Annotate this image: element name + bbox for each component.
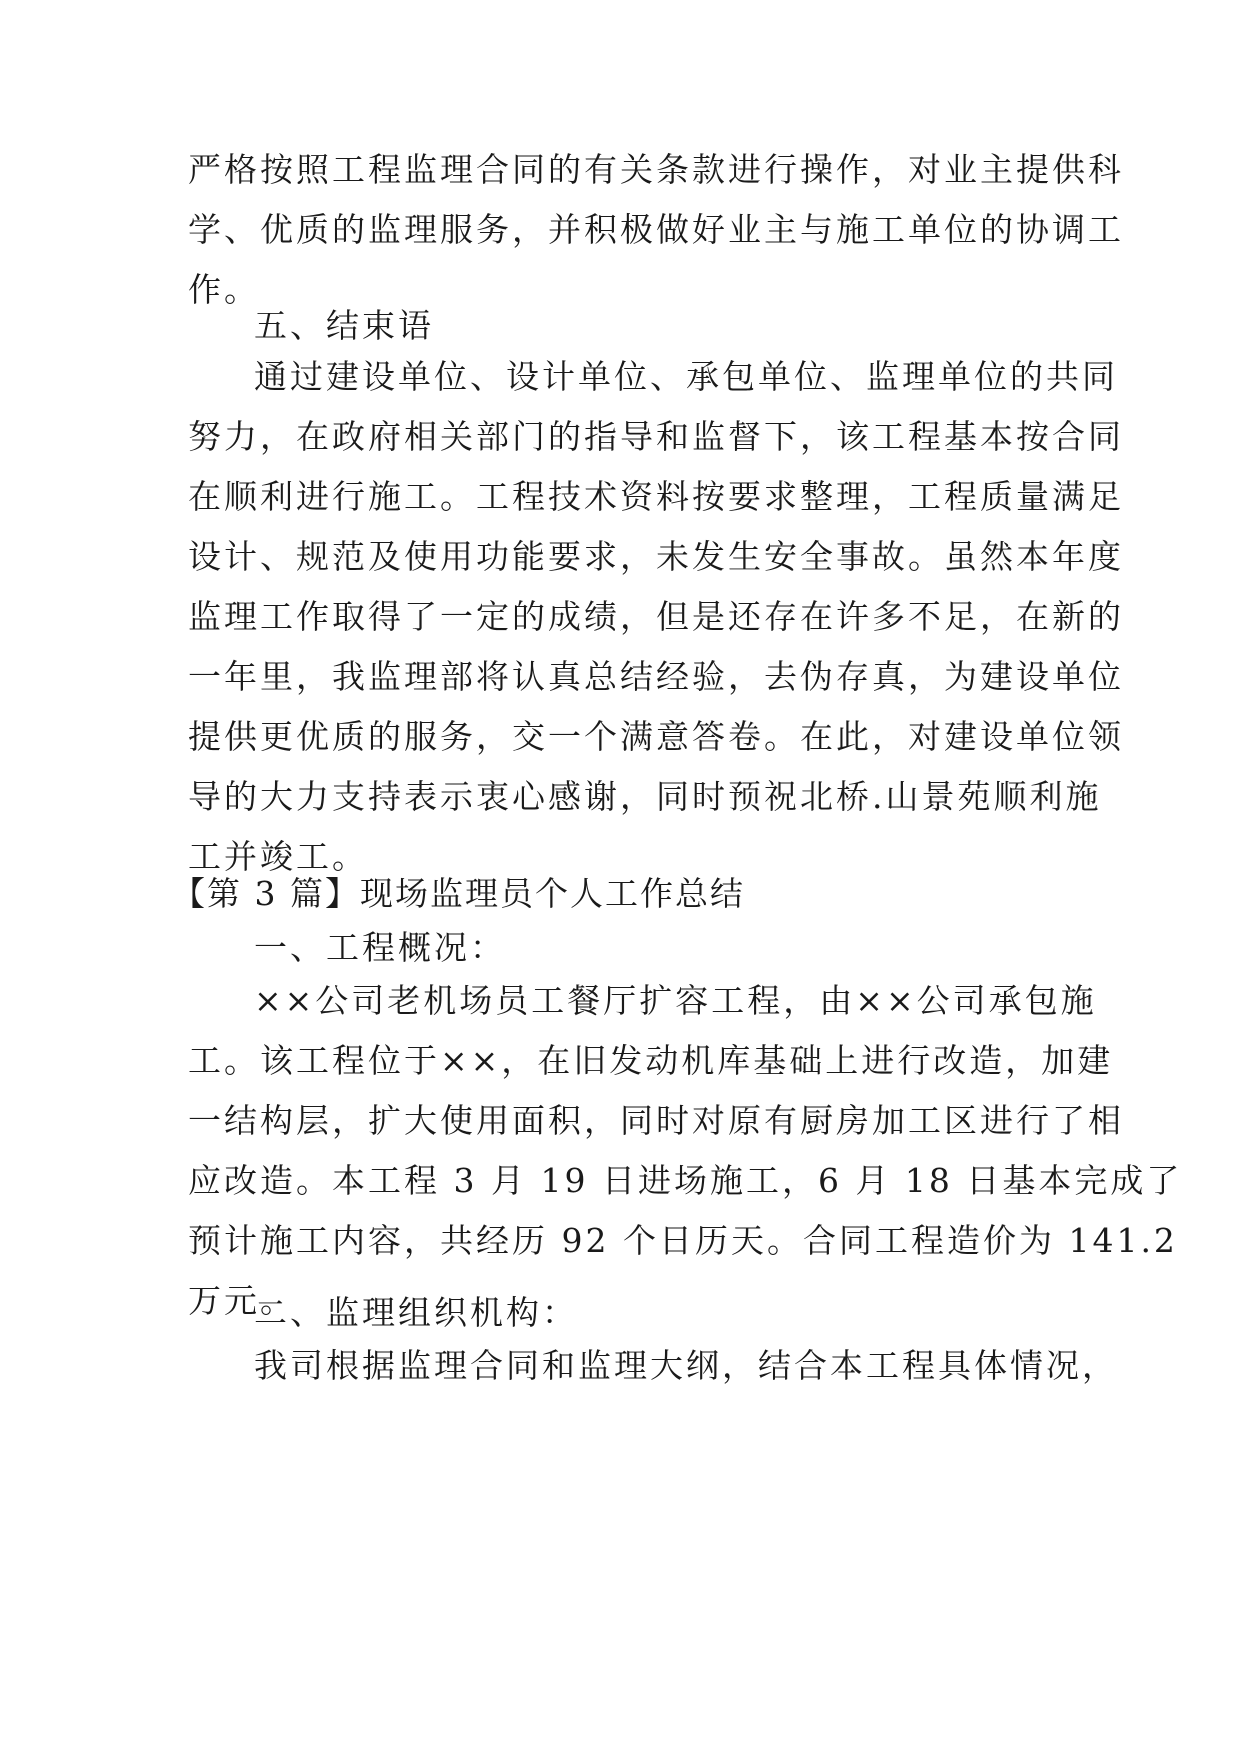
- paragraph-line: 提供更优质的服务，交一个满意答卷。在此，对建设单位领: [188, 717, 1124, 756]
- paragraph-line: ××公司老机场员工餐厅扩容工程，由××公司承包施: [254, 981, 1097, 1020]
- paragraph-organization: [188, 1336, 1118, 1396]
- paragraph-continuation: [188, 140, 1124, 320]
- article-title-block: [172, 864, 1042, 924]
- section-overview: [188, 918, 1058, 978]
- paragraph-line: 作。: [188, 270, 260, 309]
- section-heading: 一、工程概况：: [254, 928, 506, 967]
- paragraph-line: 学、优质的监理服务，并积极做好业主与施工单位的协调工: [188, 210, 1124, 249]
- paragraph-line: 努力，在政府相关部门的指导和监督下，该工程基本按合同: [188, 417, 1124, 456]
- paragraph-overview: [188, 971, 1183, 1331]
- section-heading: 五、结束语: [254, 306, 434, 345]
- paragraph-line: 万元。: [188, 1281, 296, 1320]
- paragraph-line: 导的大力支持表示衷心感谢，同时预祝北桥.山景苑顺利施: [188, 777, 1102, 816]
- paragraph-line: 监理工作取得了一定的成绩，但是还存在许多不足，在新的: [188, 597, 1124, 636]
- paragraph-line: 在顺利进行施工。工程技术资料按要求整理，工程质量满足: [188, 477, 1124, 516]
- paragraph-line: 一结构层，扩大使用面积，同时对原有厨房加工区进行了相: [188, 1101, 1124, 1140]
- section-heading: 二、监理组织机构：: [254, 1293, 578, 1332]
- paragraph-line: 我司根据监理合同和监理大纲，结合本工程具体情况，: [254, 1346, 1118, 1385]
- paragraph-line: 通过建设单位、设计单位、承包单位、监理单位的共同: [254, 357, 1118, 396]
- paragraph-line: 严格按照工程监理合同的有关条款进行操作，对业主提供科: [188, 150, 1124, 189]
- paragraph-line: 应改造。本工程 3 月 19 日进场施工，6 月 18 日基本完成了: [188, 1161, 1183, 1200]
- article-title: 【第 3 篇】现场监理员个人工作总结: [172, 874, 745, 913]
- paragraph-line: 预计施工内容，共经历 92 个日历天。合同工程造价为 141.2: [188, 1221, 1178, 1260]
- section-organization: [188, 1283, 1058, 1343]
- paragraph-line: 工并竣工。: [188, 837, 368, 876]
- paragraph-line: 工。该工程位于××，在旧发动机库基础上进行改造，加建: [188, 1041, 1114, 1080]
- paragraph-line: 一年里，我监理部将认真总结经验，去伪存真，为建设单位: [188, 657, 1124, 696]
- paragraph-line: 设计、规范及使用功能要求，未发生安全事故。虽然本年度: [188, 537, 1124, 576]
- paragraph-conclusion: [188, 347, 1124, 887]
